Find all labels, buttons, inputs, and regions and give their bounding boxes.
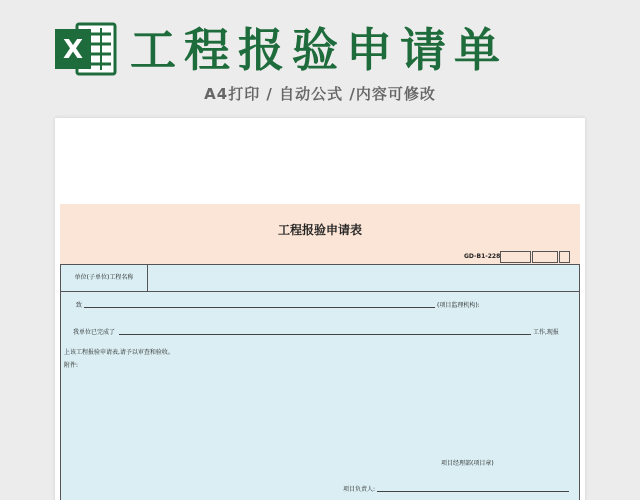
page-header [0, 0, 640, 112]
project-name-row [61, 265, 579, 292]
page-title: 工程报验申请单 [130, 23, 508, 77]
form-body [60, 264, 580, 500]
logo-letter: X [62, 35, 84, 65]
completed-work-field[interactable] [119, 334, 531, 335]
excel-logo-icon [55, 20, 117, 78]
supervisor-field[interactable] [84, 307, 435, 308]
completed-label: 我单位已完成了 [73, 329, 116, 336]
department-stamp-label: 项目经理部(项目章) [441, 460, 494, 467]
form-code-label: GD-B1-228 [464, 253, 501, 260]
manager-label: 项目负责人: [343, 486, 376, 493]
form-title: 工程报验申请表 [277, 223, 362, 237]
completed-suffix-label: 工作,现报 [533, 329, 559, 336]
submit-text: 上该工程报验申请表,请予以审查和验收。 [64, 349, 174, 356]
attachment-label: 附件: [64, 362, 79, 369]
code-box-2[interactable] [532, 251, 558, 263]
document-preview [55, 118, 585, 500]
supervisor-label: (项目监理机构): [437, 302, 480, 309]
form-header [60, 204, 580, 264]
to-label: 致 [76, 302, 83, 309]
project-name-label: 单位(子单位)工程名称 [61, 265, 148, 291]
manager-signature-field[interactable] [377, 491, 569, 492]
code-box-3[interactable] [559, 251, 570, 263]
page-subtitle: A4打印 / 自动公式 /内容可修改 [204, 85, 436, 103]
code-box-1[interactable] [500, 251, 531, 263]
